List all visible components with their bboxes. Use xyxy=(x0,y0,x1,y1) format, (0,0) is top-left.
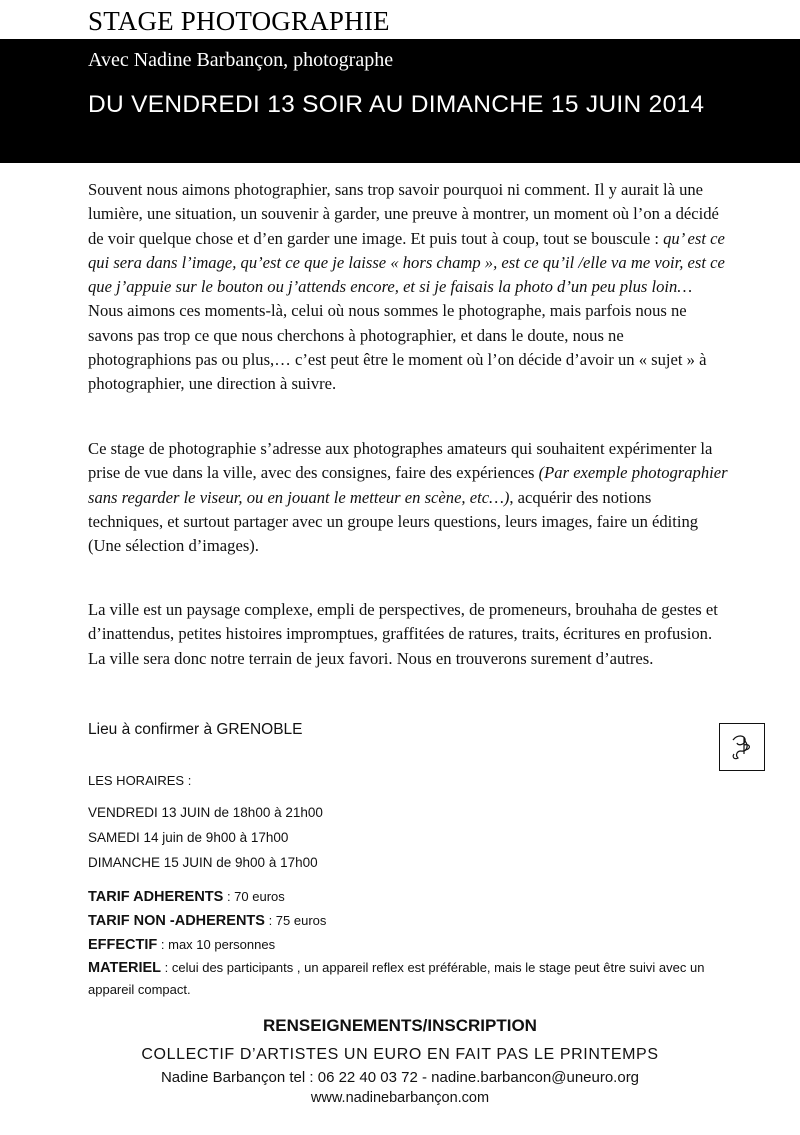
effectif-value: : max 10 personnes xyxy=(157,937,276,952)
page-title: STAGE PHOTOGRAPHIE xyxy=(88,6,390,36)
event-dates: DU VENDREDI 13 SOIR AU DIMANCHE 15 JUIN 2014 xyxy=(88,91,705,118)
tarif-adherents-label: TARIF ADHERENTS xyxy=(88,889,224,905)
tarif-non-adherents-value: : 75 euros xyxy=(264,913,327,928)
p2-italic: (Par exemple photographier sans regarder le viseur, ou en jouant le metteur en scène, etc…) xyxy=(88,463,728,507)
materiel-value: : celui des participants , un appareil reflex est préférable, mais le stage peut être suivi avec un appareil compact. xyxy=(88,960,705,997)
horaire-samedi: SAMEDI 14 juin de 9h00 à 17h00 xyxy=(88,830,289,845)
horaire-dimanche: DIMANCHE 15 JUIN de 9h00 à 17h00 xyxy=(88,855,318,870)
title-box xyxy=(0,0,455,39)
header-band xyxy=(0,39,800,163)
p1-outro: Nous aimons ces moments-là, celui où nous sommes le photographe, mais parfois nous ne savons pas trop ce que nous cherchons à photographier, et dans le doute, nous ne photographions pas ou plus,… c’est peut être le moment où l’on décide d’avoir un « sujet » à photographier, une direction à suivre. xyxy=(88,301,707,394)
horaire-vendredi: VENDREDI 13 JUIN de 18h00 à 21h00 xyxy=(88,805,323,820)
signature-logo-icon xyxy=(720,724,763,769)
signature-logo xyxy=(719,723,765,771)
contact-heading: RENSEIGNEMENTS/INSCRIPTION xyxy=(263,1016,537,1035)
p1-italic: qu’ est ce qui sera dans l’image, qu’est ce que je laisse « hors champ », est ce qu’il /elle va me voir, est ce que j’appuie sur le bouton ou j’attends encore, et si je faisais la photo d’un peu plus loin… xyxy=(88,228,725,297)
paragraph-stage xyxy=(88,437,728,558)
materiel-label: MATERIEL xyxy=(88,960,162,976)
p2-intro: Ce stage de photographie s’adresse aux photographes amateurs qui souhaitent expérimenter la prise de vue dans la ville, avec des consignes, faire des expériences xyxy=(88,439,713,483)
horaires-title: LES HORAIRES : xyxy=(88,773,192,788)
materiel xyxy=(88,957,728,1001)
effectif-label: EFFECTIF xyxy=(88,937,158,953)
subtitle: Avec Nadine Barbançon, photographe xyxy=(88,49,394,71)
p1-intro: Souvent nous aimons photographier, sans trop savoir pourquoi ni comment. Il y aurait là une lumière, une situation, un souvenir à garder, une preuve à montrer, un moment où l’on a décidé de voir quelque chose et d’en garder une image. Et puis tout à coup, tout se bouscule : xyxy=(88,180,719,248)
contact-website: www.nadinebarbançon.com xyxy=(310,1090,490,1106)
info-block xyxy=(88,885,728,1001)
effectif xyxy=(88,933,728,957)
tarif-non-adherents xyxy=(88,909,728,933)
tarif-adherents xyxy=(88,885,728,909)
paragraph-intro xyxy=(88,178,728,397)
p2-outro: , acquérir des notions techniques, et surtout partager avec un groupe leurs questions, leurs images, faire un éditing (Une sélection d’images). xyxy=(88,487,699,556)
tarif-non-adherents-label: TARIF NON -ADHERENTS xyxy=(88,913,265,929)
tarif-adherents-value: : 70 euros xyxy=(223,889,285,904)
contact-tel: Nadine Barbançon tel : 06 22 40 03 72 - nadine.barbancon@uneuro.org xyxy=(160,1069,640,1086)
lieu-text: Lieu à confirmer à GRENOBLE xyxy=(88,721,303,738)
paragraph-ville: La ville est un paysage complexe, empli de perspectives, de promeneurs, brouhaha de gestes et d’inattendus, petites histoires impromptues, graffitées de ratures, traits, écritures en profusion. La ville sera donc notre terrain de jeux favori. Nous en trouverons surement d’autres. xyxy=(88,600,718,668)
contact-collectif: COLLECTIF D’ARTISTES UN EURO EN FAIT PAS LE PRINTEMPS xyxy=(141,1046,659,1063)
